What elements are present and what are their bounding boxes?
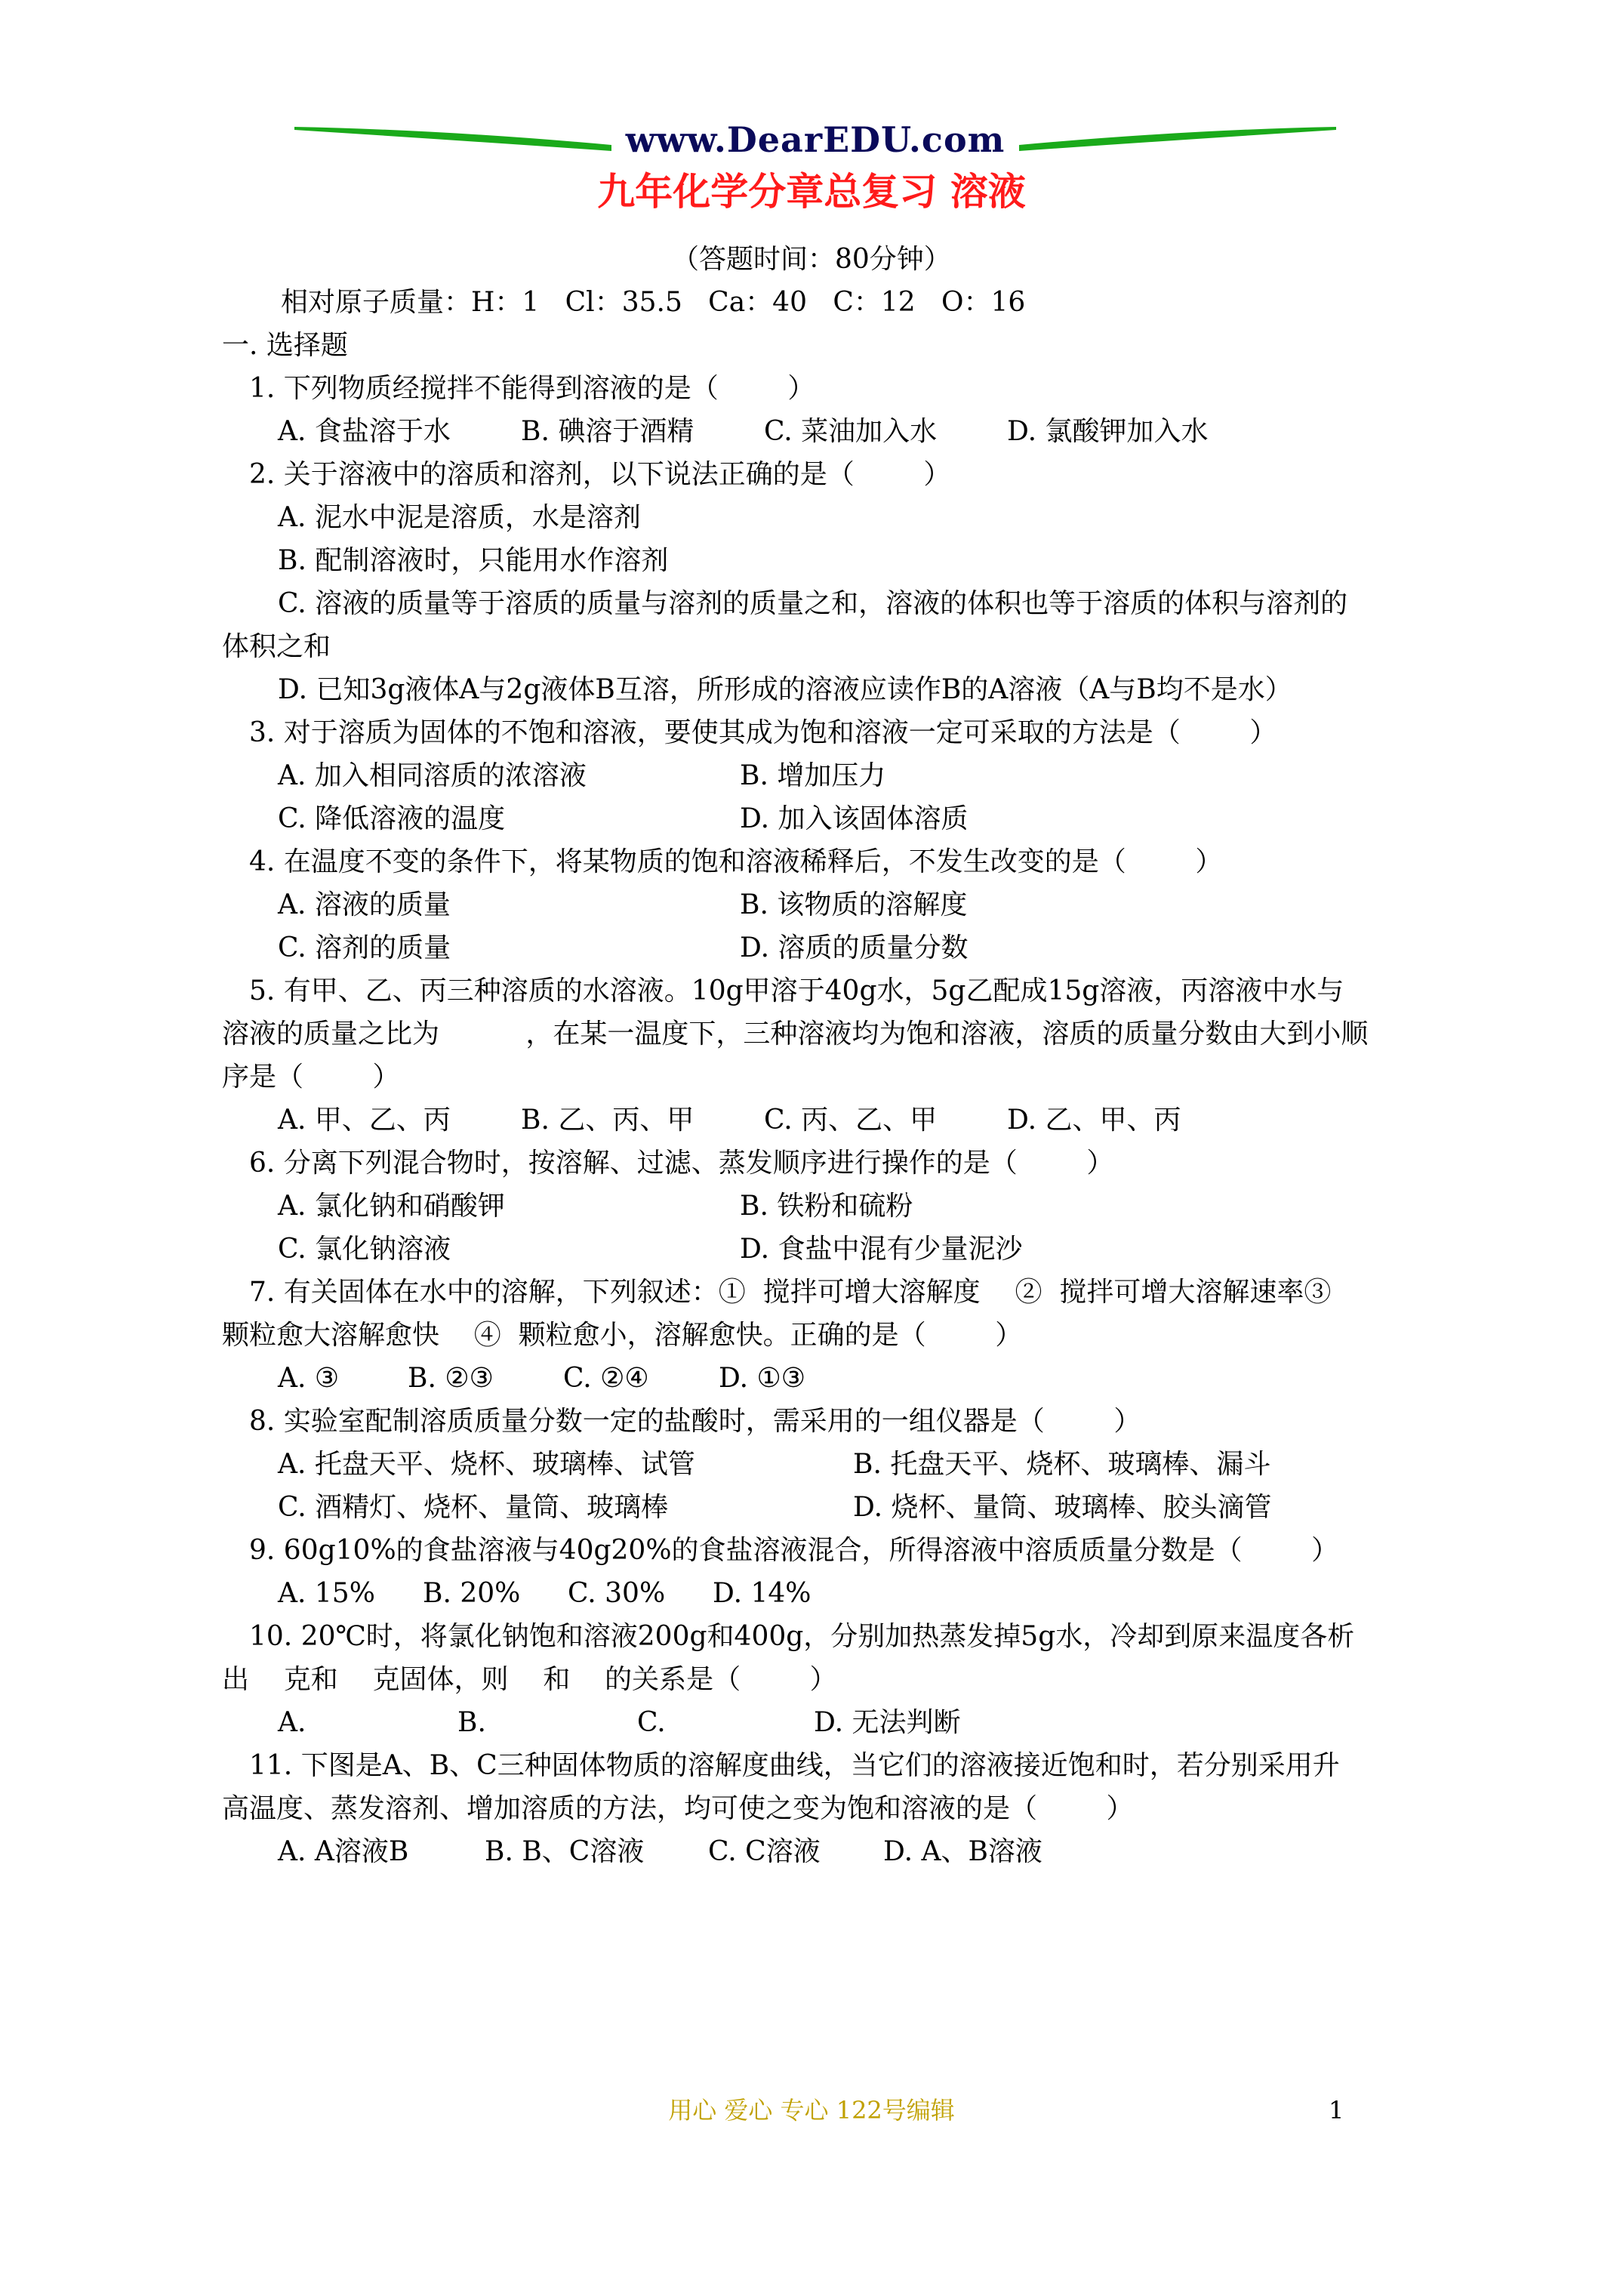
option-b: B. bbox=[457, 1707, 486, 1738]
option-d: D. 食盐中混有少量泥沙 bbox=[740, 1234, 1023, 1265]
question-stem-continued: 颗粒愈大溶解愈快 ④ 颗粒愈小，溶解愈快。正确的是（ ） bbox=[222, 1320, 1023, 1351]
option-a: A. 泥水中泥是溶质，水是溶剂 bbox=[278, 502, 641, 533]
option-d: D. 无法判断 bbox=[814, 1707, 961, 1738]
option-d: D. 乙、甲、丙 bbox=[1007, 1105, 1181, 1136]
option-a: A. 食盐溶于水 bbox=[278, 416, 451, 447]
option-a: A. 氯化钠和硝酸钾 bbox=[278, 1191, 505, 1222]
option-d: D. ①③ bbox=[719, 1363, 806, 1394]
question-stem: 4. 在温度不变的条件下，将某物质的饱和溶液稀释后，不发生改变的是（ ） bbox=[249, 846, 1223, 877]
option-b: B. 乙、丙、甲 bbox=[521, 1105, 694, 1136]
question-stem: 3. 对于溶质为固体的不饱和溶液，要使其成为饱和溶液一定可采取的方法是（ ） bbox=[249, 717, 1277, 748]
question-stem: 2. 关于溶液中的溶质和溶剂，以下说法正确的是（ ） bbox=[249, 459, 951, 490]
option-c-continued: 体积之和 bbox=[222, 631, 331, 662]
option-b: B. 铁粉和硫粉 bbox=[740, 1191, 913, 1222]
option-a: A. A溶液B bbox=[278, 1836, 409, 1867]
question-stem: 1. 下列物质经搅拌不能得到溶液的是（ ） bbox=[249, 373, 815, 404]
option-b: B. 托盘天平、烧杯、玻璃棒、漏斗 bbox=[853, 1449, 1271, 1480]
option-b: B. B、C溶液 bbox=[485, 1836, 645, 1867]
option-a: A. 托盘天平、烧杯、玻璃棒、试管 bbox=[278, 1449, 695, 1480]
option-a: A. 溶液的质量 bbox=[278, 889, 451, 920]
header-banner bbox=[294, 113, 1336, 166]
question-stem-continued: 出 克和 克固体，则 和 的关系是（ ） bbox=[222, 1664, 837, 1695]
option-c: C. 溶剂的质量 bbox=[278, 932, 451, 963]
footer-text: 用心 爱心 专心 122号编辑 bbox=[668, 2096, 955, 2125]
option-a: A. 15% bbox=[278, 1578, 375, 1609]
option-b: B. 增加压力 bbox=[740, 760, 886, 791]
option-d: D. 溶质的质量分数 bbox=[740, 932, 969, 963]
option-b: B. 20% bbox=[423, 1578, 521, 1609]
option-c: C. bbox=[637, 1707, 666, 1738]
option-d: D. 14% bbox=[713, 1578, 812, 1609]
page-title: 九年化学分章总复习 溶液 bbox=[597, 170, 1026, 214]
option-b: B. 该物质的溶解度 bbox=[740, 889, 968, 920]
option-c: C. C溶液 bbox=[708, 1836, 821, 1867]
question-stem: 9. 60g10%的食盐溶液与40g20%的食盐溶液混合，所得溶液中溶质质量分数是（ ） bbox=[249, 1535, 1339, 1566]
option-a: A. 加入相同溶质的浓溶液 bbox=[278, 760, 587, 791]
option-a: A. 甲、乙、丙 bbox=[278, 1105, 451, 1136]
option-d: D. 氯酸钾加入水 bbox=[1007, 416, 1209, 447]
atomic-mass-line: 相对原子质量：H：1 Cl：35.5 Ca：40 C：12 O：16 bbox=[281, 287, 1026, 318]
question-stem: 5. 有甲、乙、丙三种溶质的水溶液。10g甲溶于40g水，5g乙配成15g溶液，丙溶液中水与 bbox=[249, 975, 1344, 1006]
option-c: C. ②④ bbox=[563, 1363, 649, 1394]
question-stem: 8. 实验室配制溶质质量分数一定的盐酸时，需采用的一组仪器是（ ） bbox=[249, 1406, 1141, 1437]
option-d: D. 加入该固体溶质 bbox=[740, 803, 969, 834]
exam-time: （答题时间：80分钟） bbox=[672, 244, 951, 275]
question-stem: 6. 分离下列混合物时，按溶解、过滤、蒸发顺序进行操作的是（ ） bbox=[249, 1148, 1114, 1179]
option-a: A. ③ bbox=[278, 1363, 340, 1394]
option-c: C. 溶液的质量等于溶质的质量与溶剂的质量之和，溶液的体积也等于溶质的体积与溶剂的 bbox=[278, 588, 1348, 619]
option-d: D. A、B溶液 bbox=[883, 1836, 1042, 1867]
page-number: 1 bbox=[1329, 2096, 1344, 2125]
option-d: D. 烧杯、量筒、玻璃棒、胶头滴管 bbox=[853, 1492, 1272, 1523]
question-stem: 11. 下图是A、B、C三种固体物质的溶解度曲线，当它们的溶液接近饱和时，若分别采用升 bbox=[249, 1750, 1340, 1781]
option-a: A. bbox=[278, 1707, 306, 1738]
option-c: C. 酒精灯、烧杯、量筒、玻璃棒 bbox=[278, 1492, 669, 1523]
section-title: 一. 选择题 bbox=[222, 330, 348, 361]
option-d: D. 已知3g液体A与2g液体B互溶，所形成的溶液应读作B的A溶液（A与B均不是水） bbox=[278, 674, 1292, 705]
option-c: C. 30% bbox=[568, 1578, 666, 1609]
option-b: B. ②③ bbox=[408, 1363, 494, 1394]
banner-site-name: www.DearEDU.com bbox=[625, 119, 1006, 160]
question-stem-continued: 溶液的质量之比为 ，在某一温度下，三种溶液均为饱和溶液，溶质的质量分数由大到小顺 bbox=[222, 1019, 1369, 1049]
option-c: C. 菜油加入水 bbox=[764, 416, 938, 447]
question-stem: 7. 有关固体在水中的溶解，下列叙述：① 搅拌可增大溶解度 ② 搅拌可增大溶解速率③ bbox=[249, 1277, 1332, 1308]
question-stem-continued: 高温度、蒸发溶剂、增加溶质的方法，均可使之变为饱和溶液的是（ ） bbox=[222, 1793, 1134, 1824]
option-b: B. 碘溶于酒精 bbox=[521, 416, 694, 447]
option-c: C. 降低溶液的温度 bbox=[278, 803, 506, 834]
option-c: C. 丙、乙、甲 bbox=[764, 1105, 938, 1136]
question-stem: 10. 20℃时，将氯化钠饱和溶液200g和400g，分别加热蒸发掉5g水，冷却到原来温度各析 bbox=[249, 1621, 1355, 1652]
option-c: C. 氯化钠溶液 bbox=[278, 1234, 451, 1265]
option-b: B. 配制溶液时，只能用水作溶剂 bbox=[278, 545, 669, 576]
question-stem-continued: 序是（ ） bbox=[222, 1062, 400, 1093]
